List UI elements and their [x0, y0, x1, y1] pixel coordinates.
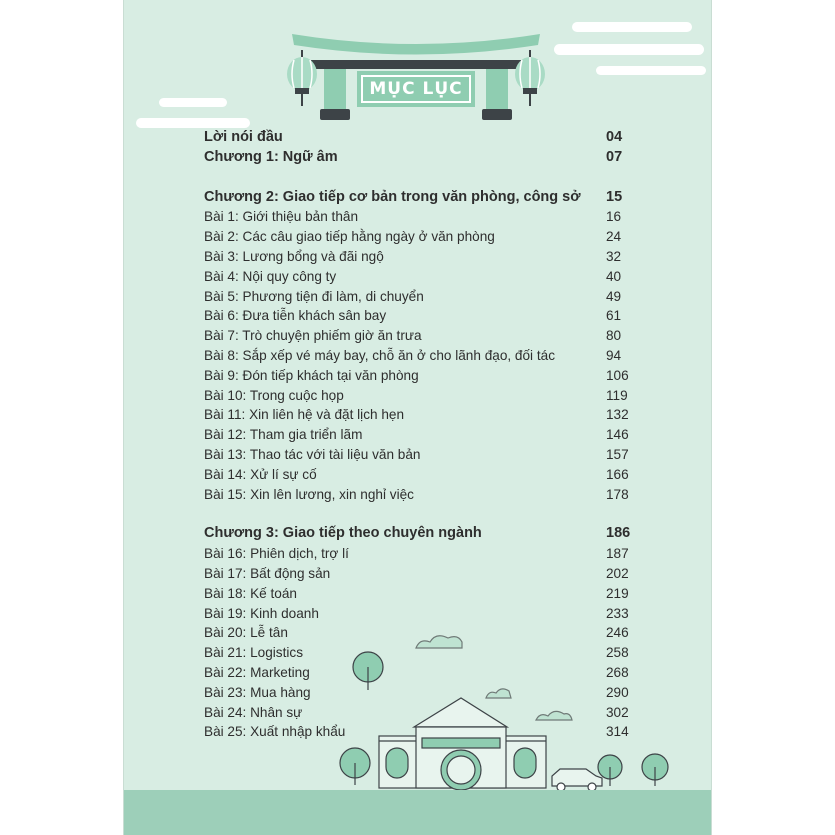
toc-entry-page: 202: [606, 565, 629, 581]
toc-entry-page: 219: [606, 585, 629, 601]
toc-entry: [204, 148, 632, 168]
toc-entry-title: Bài 5: Phương tiện đi làm, di chuyển: [204, 288, 424, 304]
toc-entry-title: Lời nói đầu: [204, 129, 283, 145]
chapter-page: 15: [606, 188, 623, 205]
chapter-title: Chương 2: Giao tiếp cơ bản trong văn phòng, công sở: [204, 188, 581, 205]
toc-entry-page: 106: [606, 367, 629, 383]
toc-entry-page: 119: [606, 387, 628, 403]
lesson-list: [204, 207, 632, 504]
toc-entry-page: 04: [606, 129, 623, 145]
toc-entry: [204, 207, 632, 227]
toc-entry-title: Bài 12: Tham gia triển lãm: [204, 427, 363, 443]
toc-entry-title: Bài 15: Xin lên lương, xin nghỉ việc: [204, 486, 414, 502]
toc-entry-page: 166: [606, 466, 629, 482]
toc-entry: [204, 544, 632, 564]
toc-entry: [204, 267, 632, 287]
table-of-contents: [204, 128, 632, 742]
toc-entry-page: 07: [606, 148, 623, 165]
toc-entry: [204, 425, 632, 445]
toc-entry-title: Bài 20: Lễ tân: [204, 625, 288, 641]
toc-entry-page: 94: [606, 347, 622, 363]
toc-entry-title: Bài 2: Các câu giao tiếp hằng ngày ở văn phòng: [204, 229, 495, 245]
toc-entry-page: 132: [606, 407, 629, 423]
toc-entry-title: Bài 9: Đón tiếp khách tại văn phòng: [204, 367, 419, 383]
toc-entry-title: Bài 3: Lương bổng và đãi ngộ: [204, 248, 384, 264]
toc-entry: [204, 722, 632, 742]
toc-entry-title: Bài 24: Nhân sự: [204, 704, 303, 720]
toc-entry: [204, 306, 632, 326]
toc-entry-page: 290: [606, 684, 629, 700]
toc-entry-title: Bài 18: Kế toán: [204, 585, 297, 601]
toc-entry-page: 233: [606, 605, 629, 621]
toc-entry-title: Bài 7: Trò chuyện phiếm giờ ăn trưa: [204, 328, 422, 344]
toc-entry-page: 61: [606, 308, 622, 324]
ground-strip: [124, 790, 711, 835]
book-page: [124, 0, 711, 835]
toc-entry-title: Bài 10: Trong cuộc họp: [204, 387, 344, 403]
toc-entry-page: 24: [606, 229, 622, 245]
car-icon: [552, 769, 602, 791]
chapter-page: 186: [606, 525, 631, 542]
toc-entry: [204, 703, 632, 723]
toc-entry: [204, 287, 632, 307]
toc-entry-page: 157: [606, 446, 629, 462]
toc-entry-page: 258: [606, 645, 629, 661]
toc-entry-title: Bài 6: Đưa tiễn khách sân bay: [204, 308, 387, 324]
toc-entry-page: 178: [606, 486, 629, 502]
toc-entry-title: Bài 13: Thao tác với tài liệu văn bản: [204, 446, 421, 462]
toc-entry: [204, 604, 632, 624]
toc-entry: [204, 405, 632, 425]
toc-entry-page: 302: [606, 704, 629, 720]
lesson-list: [204, 544, 632, 742]
toc-entry-page: 146: [606, 427, 629, 443]
toc-entry-page: 314: [606, 724, 629, 740]
toc-entry-title: Bài 1: Giới thiệu bản thân: [204, 209, 359, 225]
toc-entry: [204, 227, 632, 247]
toc-entry: [204, 366, 632, 386]
toc-entry: [204, 445, 632, 465]
toc-entry: [204, 683, 632, 703]
toc-entry-title: Bài 8: Sắp xếp vé máy bay, chỗ ăn ở cho lãnh đạo, đối tác: [204, 347, 555, 363]
toc-entry-page: 268: [606, 664, 629, 680]
toc-entry-title: Bài 19: Kinh doanh: [204, 605, 319, 621]
lantern-icon: [287, 50, 317, 106]
lantern-icon: [515, 50, 545, 106]
toc-entry-title: Bài 14: Xử lí sự cố: [204, 466, 317, 482]
toc-entry: [204, 564, 632, 584]
toc-entry-page: 49: [606, 288, 622, 304]
toc-entry-title: Bài 21: Logistics: [204, 645, 303, 661]
toc-entry-page: 187: [606, 546, 629, 562]
toc-entry-title: Bài 11: Xin liên hệ và đặt lịch hẹn: [204, 407, 405, 423]
toc-entry: [204, 346, 632, 366]
toc-entry-page: 40: [606, 268, 622, 284]
page-title-text: MỤC LỤC: [369, 79, 463, 99]
toc-entry: [204, 623, 632, 643]
toc-entry-title: Bài 4: Nội quy công ty: [204, 268, 337, 284]
chapter-title: Chương 3: Giao tiếp theo chuyên ngành: [204, 525, 482, 542]
toc-entry: [204, 485, 632, 505]
toc-entry: [204, 247, 632, 267]
toc-entry-title: Bài 17: Bất động sản: [204, 565, 331, 581]
toc-entry: [204, 584, 632, 604]
toc-entry-title: Bài 16: Phiên dịch, trợ lí: [204, 546, 349, 562]
toc-entry-title: Chương 1: Ngữ âm: [204, 148, 338, 165]
toc-entry: [204, 643, 632, 663]
toc-entry: [204, 465, 632, 485]
chapter-heading: [204, 524, 632, 544]
toc-entry: [204, 663, 632, 683]
toc-entry-page: 80: [606, 328, 622, 344]
toc-entry: [204, 326, 632, 346]
toc-entry-page: 32: [606, 248, 622, 264]
toc-entry-title: Bài 25: Xuất nhập khẩu: [204, 724, 346, 740]
toc-entry: [204, 386, 632, 406]
toc-entry: [204, 128, 632, 148]
page-title: [362, 76, 470, 102]
toc-entry-title: Bài 23: Mua hàng: [204, 684, 311, 700]
toc-entry-title: Bài 22: Marketing: [204, 664, 310, 680]
toc-entry-page: 16: [606, 209, 622, 225]
toc-entry-page: 246: [606, 625, 629, 641]
chapter-heading: [204, 188, 632, 208]
